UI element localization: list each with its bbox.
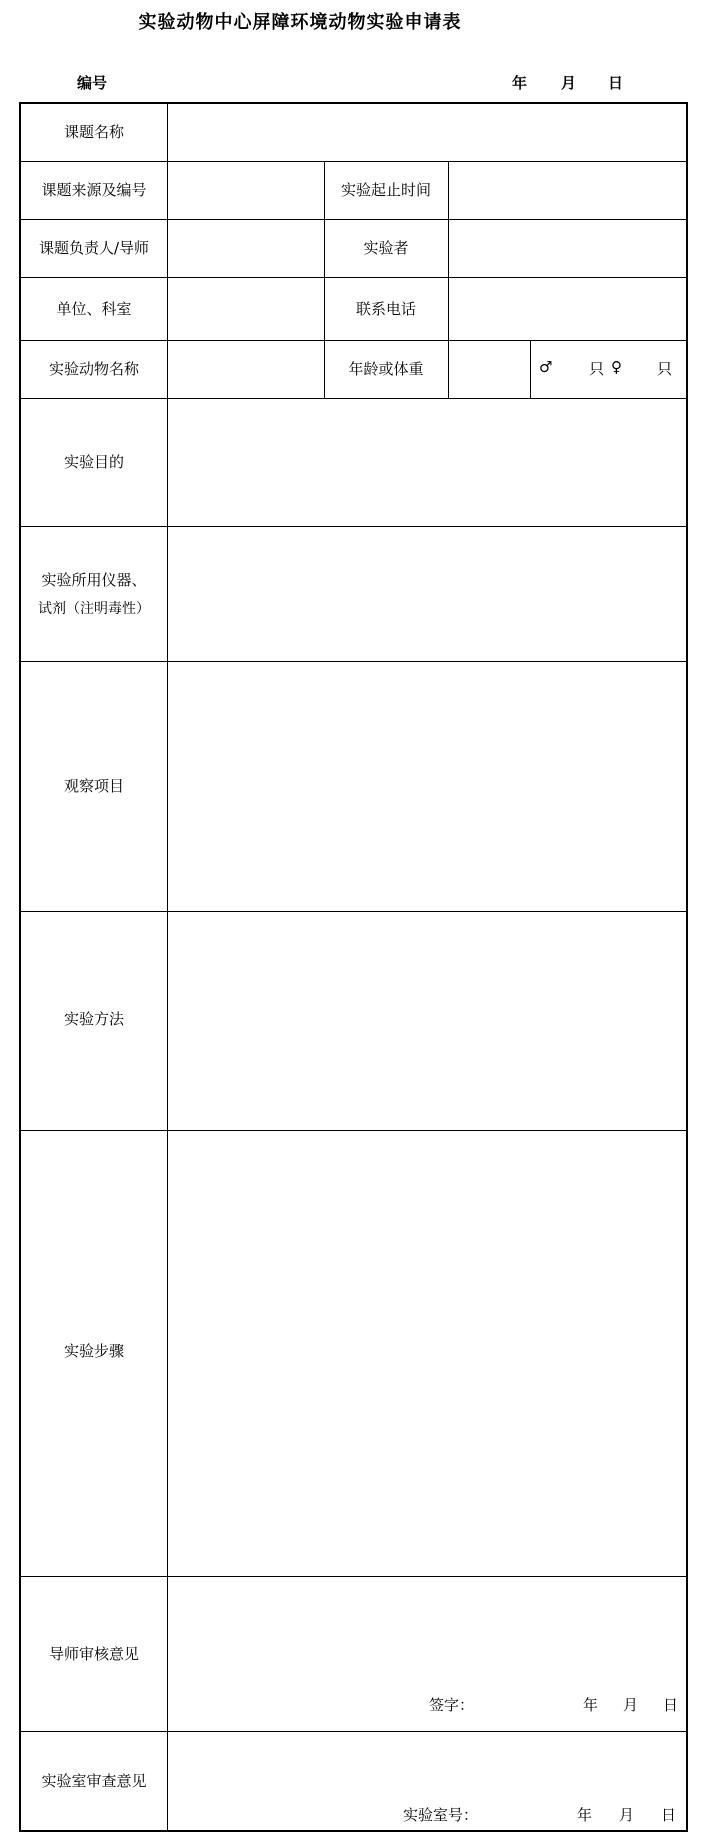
experimenter-label: 实验者 bbox=[363, 239, 409, 257]
project-source-label: 课题来源及编号 bbox=[41, 181, 147, 199]
exp-period-label: 实验起止时间 bbox=[340, 181, 431, 199]
female-icon: ♀ bbox=[611, 358, 622, 376]
row-divider bbox=[21, 398, 686, 399]
lab-review-field[interactable] bbox=[169, 1733, 686, 1788]
number-label: 编号 bbox=[77, 74, 108, 92]
animal-name-label: 实验动物名称 bbox=[48, 360, 139, 378]
method-field[interactable] bbox=[169, 913, 686, 1128]
advisor-month: 月 bbox=[623, 1696, 639, 1714]
row-divider bbox=[21, 1130, 686, 1131]
row-divider bbox=[21, 661, 686, 662]
unit-label: 单位、科室 bbox=[56, 300, 132, 318]
row-divider bbox=[21, 277, 686, 278]
column-divider bbox=[530, 340, 531, 398]
column-divider bbox=[448, 161, 449, 398]
advisor-review-label: 导师审核意见 bbox=[48, 1645, 139, 1663]
method-label: 实验方法 bbox=[63, 1010, 124, 1028]
lab-month: 月 bbox=[619, 1806, 635, 1824]
project-name-field[interactable] bbox=[169, 106, 686, 159]
observation-label: 观察项目 bbox=[63, 777, 124, 795]
header-year: 年 bbox=[512, 74, 528, 92]
experimenter-field[interactable] bbox=[450, 221, 686, 275]
female-count-unit: 只 bbox=[657, 360, 673, 378]
row-divider bbox=[21, 1576, 686, 1577]
instruments-label-line1: 实验所用仪器、 bbox=[41, 571, 147, 589]
row-divider bbox=[21, 911, 686, 912]
application-form bbox=[19, 102, 688, 1832]
header-day: 日 bbox=[608, 74, 624, 92]
project-source-field[interactable] bbox=[169, 163, 322, 217]
male-icon: ♂ bbox=[539, 358, 553, 376]
purpose-field[interactable] bbox=[169, 400, 686, 524]
signature-label: 签字： bbox=[429, 1696, 475, 1714]
row-divider bbox=[21, 1731, 686, 1732]
lab-number-label: 实验室号： bbox=[403, 1806, 479, 1824]
header-month: 月 bbox=[561, 74, 577, 92]
phone-label: 联系电话 bbox=[355, 300, 416, 318]
row-divider bbox=[21, 340, 686, 341]
project-leader-label: 课题负责人/导师 bbox=[38, 239, 150, 257]
purpose-label: 实验目的 bbox=[63, 453, 124, 471]
row-divider bbox=[21, 219, 686, 220]
male-count-unit: 只 bbox=[589, 360, 605, 378]
animal-name-field[interactable] bbox=[169, 342, 322, 396]
lab-review-label: 实验室审查意见 bbox=[41, 1772, 147, 1790]
phone-field[interactable] bbox=[450, 279, 686, 338]
observation-field[interactable] bbox=[169, 663, 686, 909]
exp-period-field[interactable] bbox=[450, 163, 686, 217]
age-weight-field[interactable] bbox=[450, 342, 528, 396]
advisor-review-field[interactable] bbox=[169, 1578, 686, 1678]
advisor-day: 日 bbox=[663, 1696, 679, 1714]
project-leader-field[interactable] bbox=[169, 221, 322, 275]
age-weight-label: 年龄或体重 bbox=[348, 360, 424, 378]
label-column-divider bbox=[167, 104, 168, 1832]
lab-day: 日 bbox=[661, 1806, 677, 1824]
unit-field[interactable] bbox=[169, 279, 322, 338]
instruments-label-line2: 试剂（注明毒性） bbox=[38, 601, 150, 617]
form-title: 实验动物中心屏障环境动物实验申请表 bbox=[138, 12, 462, 33]
advisor-year: 年 bbox=[583, 1696, 599, 1714]
steps-field[interactable] bbox=[169, 1132, 686, 1574]
project-name-label: 课题名称 bbox=[63, 123, 124, 141]
row-divider bbox=[21, 526, 686, 527]
instruments-field[interactable] bbox=[169, 528, 686, 659]
lab-year: 年 bbox=[577, 1806, 593, 1824]
row-divider bbox=[21, 161, 686, 162]
steps-label: 实验步骤 bbox=[63, 1342, 124, 1360]
